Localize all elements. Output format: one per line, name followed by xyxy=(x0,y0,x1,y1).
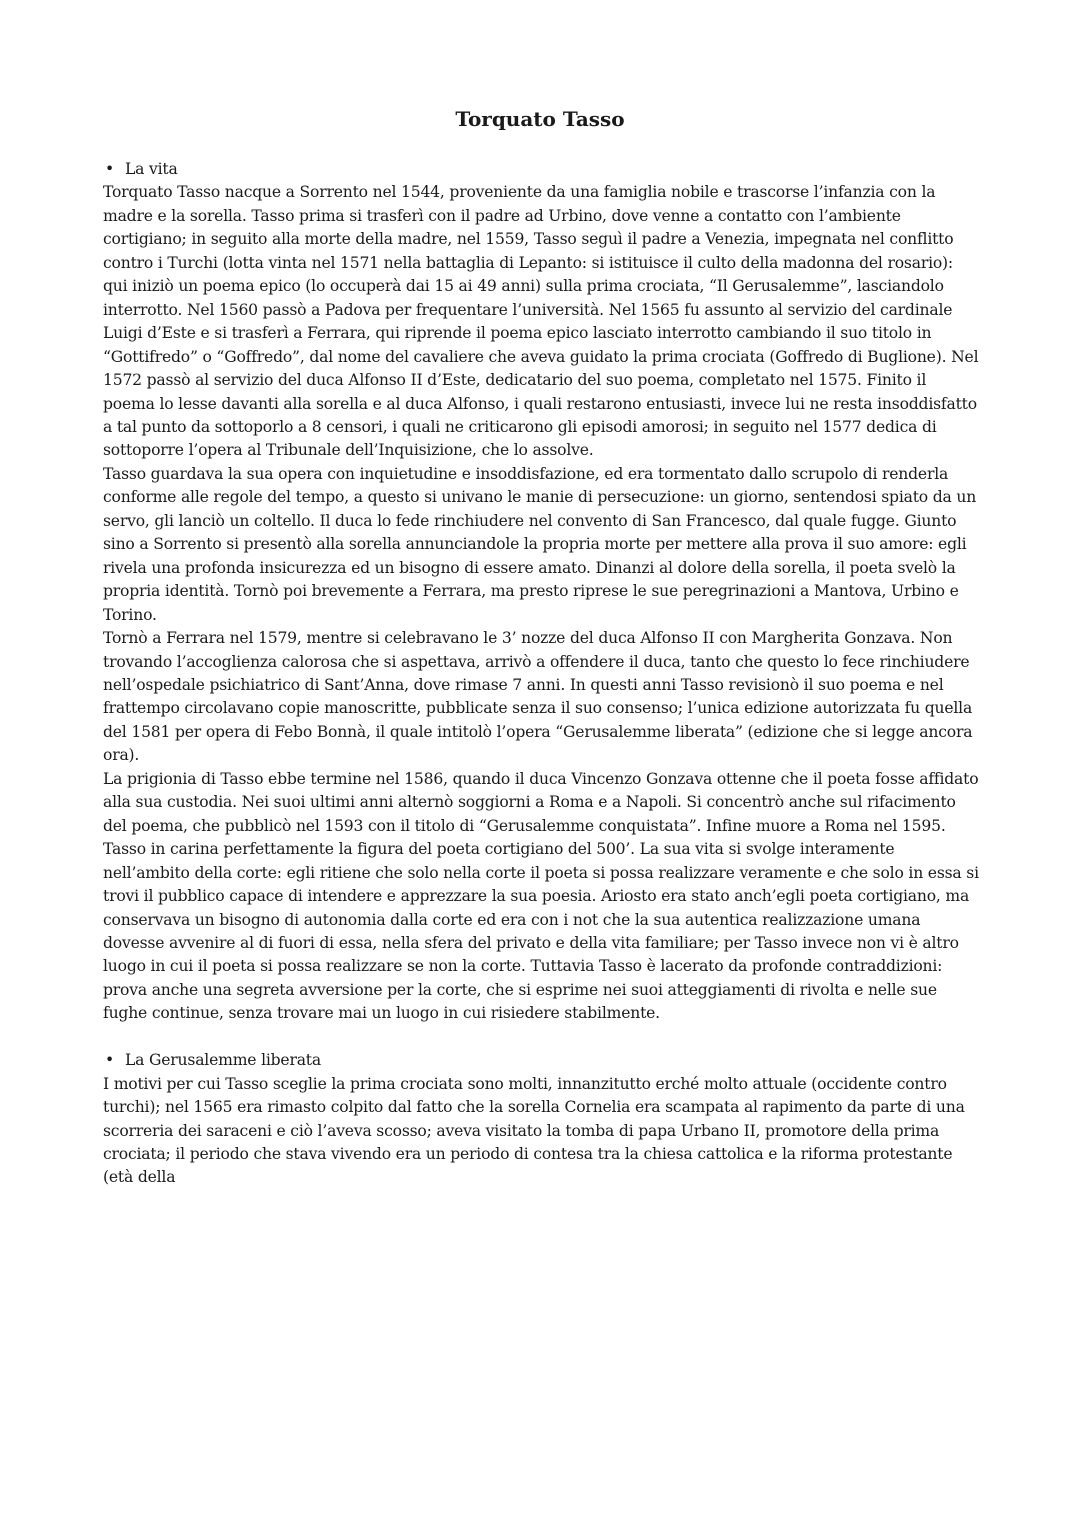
section-heading xyxy=(103,158,979,181)
section-la-vita xyxy=(103,158,979,1026)
bullet-icon: • xyxy=(105,1051,114,1070)
section-spacer xyxy=(103,1026,979,1049)
paragraph: Tasso guardava la sua opera con inquietudine e insoddisfazione, ed era tormentato dallo scrupolo di renderla conforme alle regole del tempo, a questo si univano le manie di persecuzione: un giorno, sentendosi spiato da un servo, gli lanciò un coltello. Il duca lo fede rinchiudere nel convento di San Francesco, dal quale fugge. Giunto sino a Sorrento si presentò alla sorella annunciandole la propria morte per mettere alla prova il suo amore: egli rivela una profonda insicurezza ed un bisogno di essere amato. Dinanzi al dolore della sorella, il poeta svelò la propria identità. Tornò poi brevemente a Ferrara, ma presto riprese le sue peregrinazioni a Mantova, Urbino e Torino. xyxy=(103,464,977,624)
section-heading xyxy=(103,1049,979,1072)
section-gerusalemme-liberata xyxy=(103,1049,979,1190)
paragraph: Tasso in carina perfettamente la figura del poeta cortigiano del 500’. La sua vita si svolge interamente nell’ambito della corte: egli ritiene che solo nella corte il poeta si possa realizzare veramente e che solo in essa si trovi il pubblico capace di intendere e apprezzare la sua poesia. Ariosto era stato anch’egli poeta cortigiano, ma conservava un bisogno di autonomia dalla corte ed era con i not che la sua autentica realizzazione umana dovesse avvenire al di fuori di essa, nella sfera del privato e della vita familiare; per Tasso invece non vi è altro luogo in cui il poeta si possa realizzare se non la corte. Tuttavia Tasso è lacerato da profonde contraddizioni: prova anche una segreta avversione per la corte, che si esprime nei suoi atteggiamenti di rivolta e nelle sue fughe continue, senza trovare mai un luogo in cui risiedere stabilmente. xyxy=(103,840,979,1023)
paragraph: I motivi per cui Tasso sceglie la prima crociata sono molti, innanzitutto erché molto attuale (occidente contro turchi); nel 1565 era rimasto colpito dal fatto che la sorella Cornelia era scampata al rapimento da parte di una scorreria dei saraceni e ciò l’aveva scosso; aveva visitato la tomba di papa Urbano II, promotore della prima crociata; il periodo che stava vivendo era un periodo di contesa tra la chiesa cattolica e la riforma protestante (età della xyxy=(103,1074,965,1187)
section-heading-text: La Gerusalemme liberata xyxy=(125,1051,321,1070)
document-title: Torquato Tasso xyxy=(455,107,625,131)
bullet-icon: • xyxy=(105,160,114,178)
document-body xyxy=(103,158,979,1190)
paragraph: Tornò a Ferrara nel 1579, mentre si celebravano le 3’ nozze del duca Alfonso II con Margherita Gonzava. Non trovando l’accoglienza calorosa che si aspettava, arrivò a offendere il duca, tanto che questo lo fece rinchiudere nell’ospedale psichiatrico di Sant’Anna, dove rimase 7 anni. In questi anni Tasso revisionò il suo poema e nel frattempo circolavano copie manoscritte, pubblicate senza il suo consenso; l’unica edizione autorizzata fu quella del 1581 per opera di Febo Bonnà, il quale intitolò l’opera “Gerusalemme liberata” (edizione che si legge ancora ora). xyxy=(103,629,973,765)
section-heading-text: La vita xyxy=(125,160,178,178)
paragraph: Torquato Tasso nacque a Sorrento nel 1544, proveniente da una famiglia nobile e trascorse l’infanzia con la madre e la sorella. Tasso prima si trasferì con il padre ad Urbino, dove venne a contatto con l’ambiente cortigiano; in seguito alla morte della madre, nel 1559, Tasso seguì il padre a Venezia, impegnata nel conflitto contro i Turchi (lotta vinta nel 1571 nella battaglia di Lepanto: si istituisce il culto della madonna del rosario): qui iniziò un poema epico (lo occuperà dai 15 ai 49 anni) sulla prima crociata, “Il Gerusalemme”, lasciandolo interrotto. Nel 1560 passò a Padova per frequentare l’università. Nel 1565 fu assunto al servizio del cardinale Luigi d’Este e si trasferì a Ferrara, qui riprende il poema epico lasciato interrotto cambiando il suo titolo in “Gottifredo” o “Goffredo”, dal nome del cavaliere che aveva guidato la prima crociata (Goffredo di Buglione). Nel 1572 passò al servizio del duca Alfonso II d’Este, dedicatario del suo poema, completato nel 1575. Finito il poema lo lesse davanti alla sorella e al duca Alfonso, i quali restarono entusiasti, invece lui ne resta insoddisfatto a tal punto da sottoporlo a 8 censori, i quali ne criticarono gli episodi amorosi; in seguito nel 1577 dedica di sottoporre l’opera al Tribunale dell’Inquisizione, che lo assolve. xyxy=(103,183,979,460)
paragraph: La prigionia di Tasso ebbe termine nel 1586, quando il duca Vincenzo Gonzava ottenne che il poeta fosse affidato alla sua custodia. Nei suoi ultimi anni alternò soggiorni a Roma e a Napoli. Si concentrò anche sul rifacimento del poema, che pubblicò nel 1593 con il titolo di “Gerusalemme conquistata”. Infine muore a Roma nel 1595. xyxy=(103,769,979,835)
